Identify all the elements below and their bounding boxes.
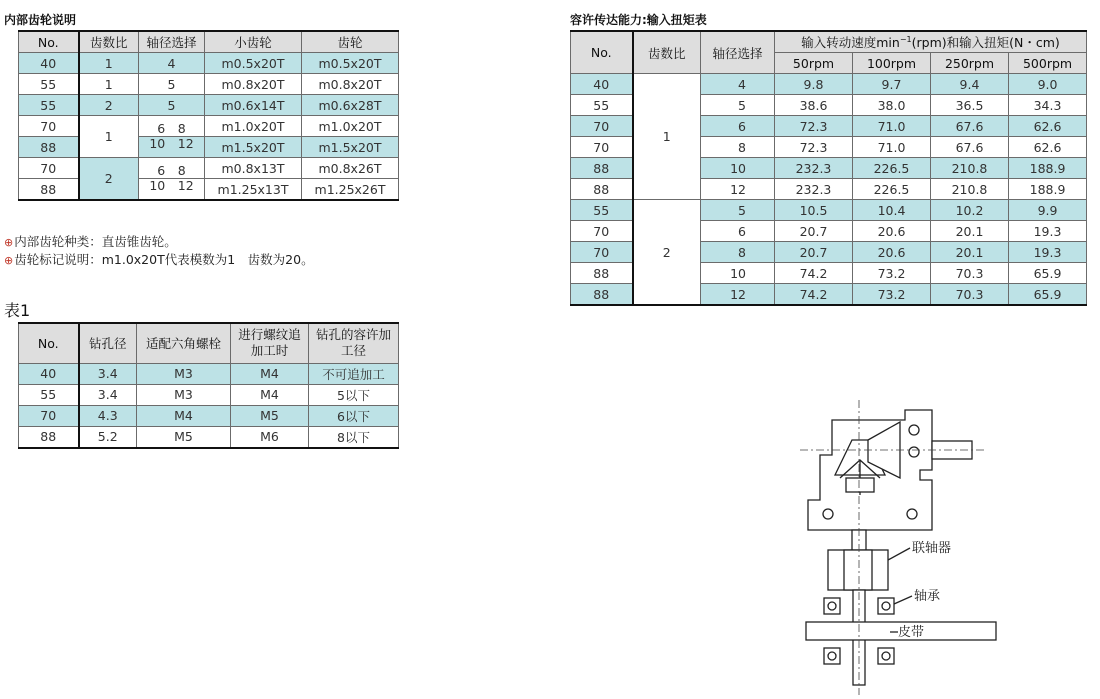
tq-no: 88 [571,284,633,306]
tq-no: 88 [571,263,633,284]
note-mark-icon: ⊕ [4,236,14,249]
gear-hub [846,478,874,492]
t1-drill: 5.2 [79,426,137,448]
t1-thread: M5 [231,405,309,426]
gear-ratio: 2 [79,158,139,201]
gear-no: 70 [19,116,79,137]
tq-value: 73.2 [853,284,931,306]
t1-no: 40 [19,363,79,384]
note-text: 内部齿轮种类：直齿锥齿轮。 [14,234,177,249]
tq-value: 72.3 [775,137,853,158]
torque-col-speed: 250rpm [931,53,1009,74]
gear-pinion: m0.5x20T [205,53,302,74]
gear-no: 88 [19,179,79,201]
table-row [19,116,399,137]
tq-value: 65.9 [1009,284,1087,306]
tq-no: 70 [571,116,633,137]
gear-shaft: 4 [139,53,205,74]
tq-value: 226.5 [853,158,931,179]
tq-value: 70.3 [931,284,1009,306]
note-gear-type [4,232,177,250]
table1 [18,322,399,449]
tq-value: 226.5 [853,179,931,200]
torque-header-row [571,31,1087,53]
gear-gear: m1.0x20T [302,116,399,137]
mounting-diagram [780,400,1000,695]
gear-table-header-row [19,31,399,53]
table-row [19,158,399,179]
gear-no: 40 [19,53,79,74]
tq-value: 10.4 [853,200,931,221]
tq-no: 70 [571,221,633,242]
tq-value: 65.9 [1009,263,1087,284]
t1-bolt: M5 [137,426,231,448]
t1-no: 88 [19,426,79,448]
table-row [571,74,1087,95]
torque-group-pre: 输入转动速度min [801,35,900,50]
t1-thread: M4 [231,384,309,405]
tq-value: 38.6 [775,95,853,116]
label-coupling: 联轴器 [912,541,952,556]
tq-value: 9.0 [1009,74,1087,95]
gear-col-no: No. [19,31,79,53]
tq-value: 34.3 [1009,95,1087,116]
bearing [878,648,894,664]
tq-no: 55 [571,200,633,221]
table1-col-thread: 进行螺纹追加工时 [231,323,309,363]
gear-shaft: 6 8 [139,158,205,179]
table-row [19,74,399,95]
table1-col-allow: 钻孔的容许加工径 [309,323,399,363]
gear-ratio: 1 [79,53,139,74]
gear-col-gear: 齿轮 [302,31,399,53]
gear-no: 55 [19,95,79,116]
tq-value: 20.1 [931,242,1009,263]
tq-value: 10.5 [775,200,853,221]
gear-table-title: 内部齿轮说明 [4,13,77,27]
label-belt: 皮带 [898,625,925,640]
table-row [19,95,399,116]
t1-bolt: M3 [137,384,231,405]
t1-allow: 不可追加工 [309,363,399,384]
table-row [19,363,399,384]
tq-value: 72.3 [775,116,853,137]
torque-table-title: 容许传达能力:输入扭矩表 [570,13,707,27]
tq-shaft: 8 [701,242,775,263]
gear-gear: m1.5x20T [302,137,399,158]
gear-no: 88 [19,137,79,158]
gear-shaft: 10 12 [139,137,205,158]
tq-value: 9.8 [775,74,853,95]
tq-value: 36.5 [931,95,1009,116]
tq-value: 67.6 [931,116,1009,137]
tq-shaft: 10 [701,263,775,284]
tq-value: 210.8 [931,158,1009,179]
tq-shaft: 5 [701,95,775,116]
bearing [824,648,840,664]
t1-thread: M4 [231,363,309,384]
tq-shaft: 8 [701,137,775,158]
tq-value: 9.4 [931,74,1009,95]
gear-pinion: m0.8x13T [205,158,302,179]
gear-gear: m0.5x20T [302,53,399,74]
gear-shaft: 10 12 [139,179,205,201]
tq-no: 70 [571,242,633,263]
gear-shaft: 5 [139,74,205,95]
gear-pinion: m0.8x20T [205,74,302,95]
t1-allow: 6以下 [309,405,399,426]
torque-group-post: (rpm)和输入扭矩(N・cm) [911,35,1060,50]
table1-col-no: No. [19,323,79,363]
tq-value: 71.0 [853,137,931,158]
gear-gear: m0.6x28T [302,95,399,116]
tq-value: 20.6 [853,221,931,242]
tq-value: 19.3 [1009,242,1087,263]
gear-gear: m0.8x20T [302,74,399,95]
gear-col-shaft: 轴径选择 [139,31,205,53]
gear-ratio: 1 [79,74,139,95]
t1-drill: 3.4 [79,384,137,405]
torque-col-speed: 500rpm [1009,53,1087,74]
table-row [19,426,399,448]
tq-no: 88 [571,179,633,200]
torque-group-sup: −1 [899,34,912,44]
tq-shaft: 5 [701,200,775,221]
tq-shaft: 4 [701,74,775,95]
t1-drill: 3.4 [79,363,137,384]
tq-value: 67.6 [931,137,1009,158]
table-row [19,137,399,158]
gear-ratio: 2 [79,95,139,116]
gear-col-ratio: 齿数比 [79,31,139,53]
t1-bolt: M4 [137,405,231,426]
tq-value: 20.6 [853,242,931,263]
tq-value: 9.9 [1009,200,1087,221]
torque-col-group [775,31,1087,53]
torque-col-speed: 50rpm [775,53,853,74]
table-row [19,179,399,201]
tq-value: 232.3 [775,158,853,179]
tq-value: 9.7 [853,74,931,95]
tq-value: 62.6 [1009,116,1087,137]
tq-value: 20.7 [775,221,853,242]
gear-gear: m1.25x26T [302,179,399,201]
torque-col-ratio: 齿数比 [633,31,701,74]
gear-pinion: m1.5x20T [205,137,302,158]
gear-shaft: 5 [139,95,205,116]
tq-shaft: 6 [701,221,775,242]
torque-table [570,30,1087,306]
t1-allow: 5以下 [309,384,399,405]
tq-value: 62.6 [1009,137,1087,158]
table1-col-drill: 钻孔径 [79,323,137,363]
tq-value: 10.2 [931,200,1009,221]
table1-header-row [19,323,399,363]
gear-no: 70 [19,158,79,179]
tq-value: 210.8 [931,179,1009,200]
tq-value: 19.3 [1009,221,1087,242]
note-text: 齿轮标记说明：m1.0x20T代表模数为1 齿数为20。 [14,252,314,267]
tq-ratio: 2 [633,200,701,306]
t1-allow: 8以下 [309,426,399,448]
gear-pinion: m0.6x14T [205,95,302,116]
t1-no: 55 [19,384,79,405]
torque-col-shaft: 轴径选择 [701,31,775,74]
gear-table [18,30,399,201]
tq-value: 38.0 [853,95,931,116]
table1-title: 表1 [4,301,31,320]
tq-no: 55 [571,95,633,116]
table-row [19,405,399,426]
torque-col-speed: 100rpm [853,53,931,74]
gear-col-pinion: 小齿轮 [205,31,302,53]
tq-value: 20.7 [775,242,853,263]
gear-gear: m0.8x26T [302,158,399,179]
label-bearing: 轴承 [914,589,941,604]
t1-drill: 4.3 [79,405,137,426]
bearing [824,598,840,614]
tq-shaft: 12 [701,179,775,200]
t1-thread: M6 [231,426,309,448]
tq-value: 20.1 [931,221,1009,242]
table-row [571,200,1087,221]
gear-no: 55 [19,74,79,95]
tq-value: 232.3 [775,179,853,200]
table-row [19,384,399,405]
tq-value: 188.9 [1009,158,1087,179]
tq-shaft: 12 [701,284,775,306]
tq-no: 70 [571,137,633,158]
table-row [19,53,399,74]
gear-pinion: m1.25x13T [205,179,302,201]
tq-value: 70.3 [931,263,1009,284]
tq-value: 71.0 [853,116,931,137]
tq-shaft: 6 [701,116,775,137]
t1-no: 70 [19,405,79,426]
tq-no: 40 [571,74,633,95]
tq-no: 88 [571,158,633,179]
gear-shaft: 6 8 [139,116,205,137]
gear-ratio: 1 [79,116,139,158]
t1-bolt: M3 [137,363,231,384]
tq-value: 74.2 [775,284,853,306]
bearing [878,598,894,614]
gear-pinion: m1.0x20T [205,116,302,137]
tq-value: 188.9 [1009,179,1087,200]
tq-value: 73.2 [853,263,931,284]
torque-col-no: No. [571,31,633,74]
note-mark-icon: ⊕ [4,254,14,267]
tq-shaft: 10 [701,158,775,179]
note-gear-marking [4,250,314,268]
tq-ratio: 1 [633,74,701,200]
tq-value: 74.2 [775,263,853,284]
table1-col-bolt: 适配六角螺栓 [137,323,231,363]
